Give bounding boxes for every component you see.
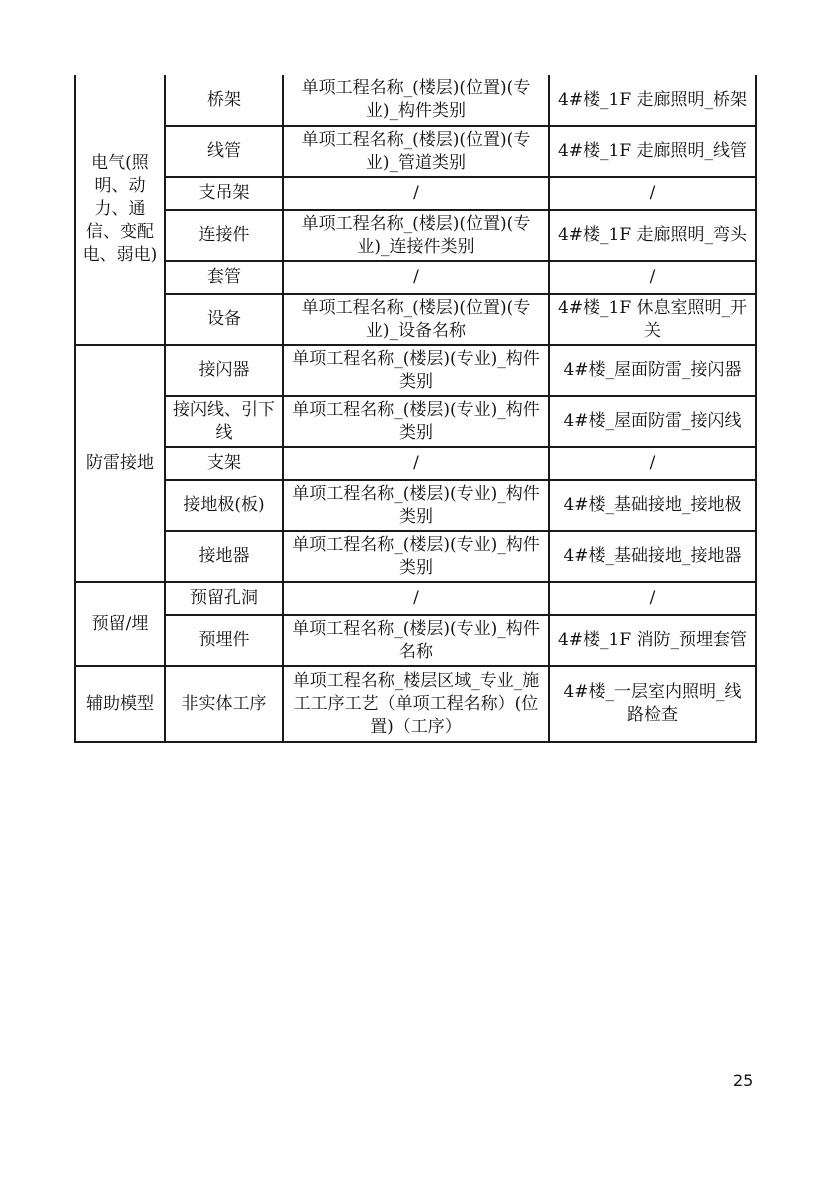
example-cell: /	[549, 261, 756, 294]
example-cell: /	[549, 447, 756, 480]
item-cell: 支吊架	[165, 177, 283, 210]
rule-cell: 单项工程名称_(楼层)(位置)(专业)_设备名称	[283, 294, 549, 345]
item-cell: 套管	[165, 261, 283, 294]
example-cell: 4#楼_1F 消防_预埋套管	[549, 615, 756, 666]
item-cell: 设备	[165, 294, 283, 345]
rule-cell: /	[283, 447, 549, 480]
rule-cell: 单项工程名称_(楼层)(专业)_构件类别	[283, 480, 549, 531]
rule-cell: /	[283, 582, 549, 615]
rule-cell: 单项工程名称_(楼层)(专业)_构件名称	[283, 615, 549, 666]
rule-cell: 单项工程名称_(楼层)(专业)_构件类别	[283, 531, 549, 582]
item-cell: 支架	[165, 447, 283, 480]
category-cell: 预留/埋	[75, 582, 165, 666]
item-cell: 线管	[165, 126, 283, 177]
example-cell: 4#楼_1F 走廊照明_桥架	[549, 75, 756, 126]
item-cell: 桥架	[165, 75, 283, 126]
table-row	[75, 480, 756, 531]
example-cell: 4#楼_基础接地_接地器	[549, 531, 756, 582]
item-cell: 接地器	[165, 531, 283, 582]
item-cell: 接闪器	[165, 345, 283, 396]
table-row	[75, 261, 756, 294]
page-number: 25	[733, 1071, 754, 1090]
item-cell: 连接件	[165, 210, 283, 261]
item-cell: 接闪线、引下线	[165, 396, 283, 447]
rule-cell: 单项工程名称_(楼层)(专业)_构件类别	[283, 396, 549, 447]
example-cell: 4#楼_1F 休息室照明_开关	[549, 294, 756, 345]
rule-cell: 单项工程名称_楼层区域_专业_施工工序工艺（单项工程名称）(位置)（工序）	[283, 666, 549, 742]
example-cell: 4#楼_屋面防雷_接闪线	[549, 396, 756, 447]
example-cell: /	[549, 582, 756, 615]
example-cell: 4#楼_基础接地_接地极	[549, 480, 756, 531]
table-row	[75, 396, 756, 447]
table-row	[75, 615, 756, 666]
rule-cell: /	[283, 261, 549, 294]
example-cell: 4#楼_屋面防雷_接闪器	[549, 345, 756, 396]
item-cell: 预埋件	[165, 615, 283, 666]
table-row	[75, 126, 756, 177]
table-row	[75, 177, 756, 210]
naming-rules-table	[74, 75, 757, 743]
category-cell: 电气(照明、动力、通信、变配电、弱电)	[75, 75, 165, 345]
example-cell: 4#楼_1F 走廊照明_弯头	[549, 210, 756, 261]
table-row	[75, 666, 756, 742]
rule-cell: 单项工程名称_(楼层)(专业)_构件类别	[283, 345, 549, 396]
category-cell: 防雷接地	[75, 345, 165, 582]
rule-cell: 单项工程名称_(楼层)(位置)(专业)_管道类别	[283, 126, 549, 177]
item-cell: 接地极(板)	[165, 480, 283, 531]
rule-cell: /	[283, 177, 549, 210]
table-row	[75, 447, 756, 480]
example-cell: 4#楼_一层室内照明_线路检查	[549, 666, 756, 742]
item-cell: 预留孔洞	[165, 582, 283, 615]
table-row	[75, 294, 756, 345]
table-row	[75, 210, 756, 261]
table-row	[75, 75, 756, 126]
table-row	[75, 531, 756, 582]
example-cell: /	[549, 177, 756, 210]
category-cell: 辅助模型	[75, 666, 165, 742]
example-cell: 4#楼_1F 走廊照明_线管	[549, 126, 756, 177]
item-cell: 非实体工序	[165, 666, 283, 742]
rule-cell: 单项工程名称_(楼层)(位置)(专业)_连接件类别	[283, 210, 549, 261]
table-row	[75, 582, 756, 615]
rule-cell: 单项工程名称_(楼层)(位置)(专业)_构件类别	[283, 75, 549, 126]
table-row	[75, 345, 756, 396]
